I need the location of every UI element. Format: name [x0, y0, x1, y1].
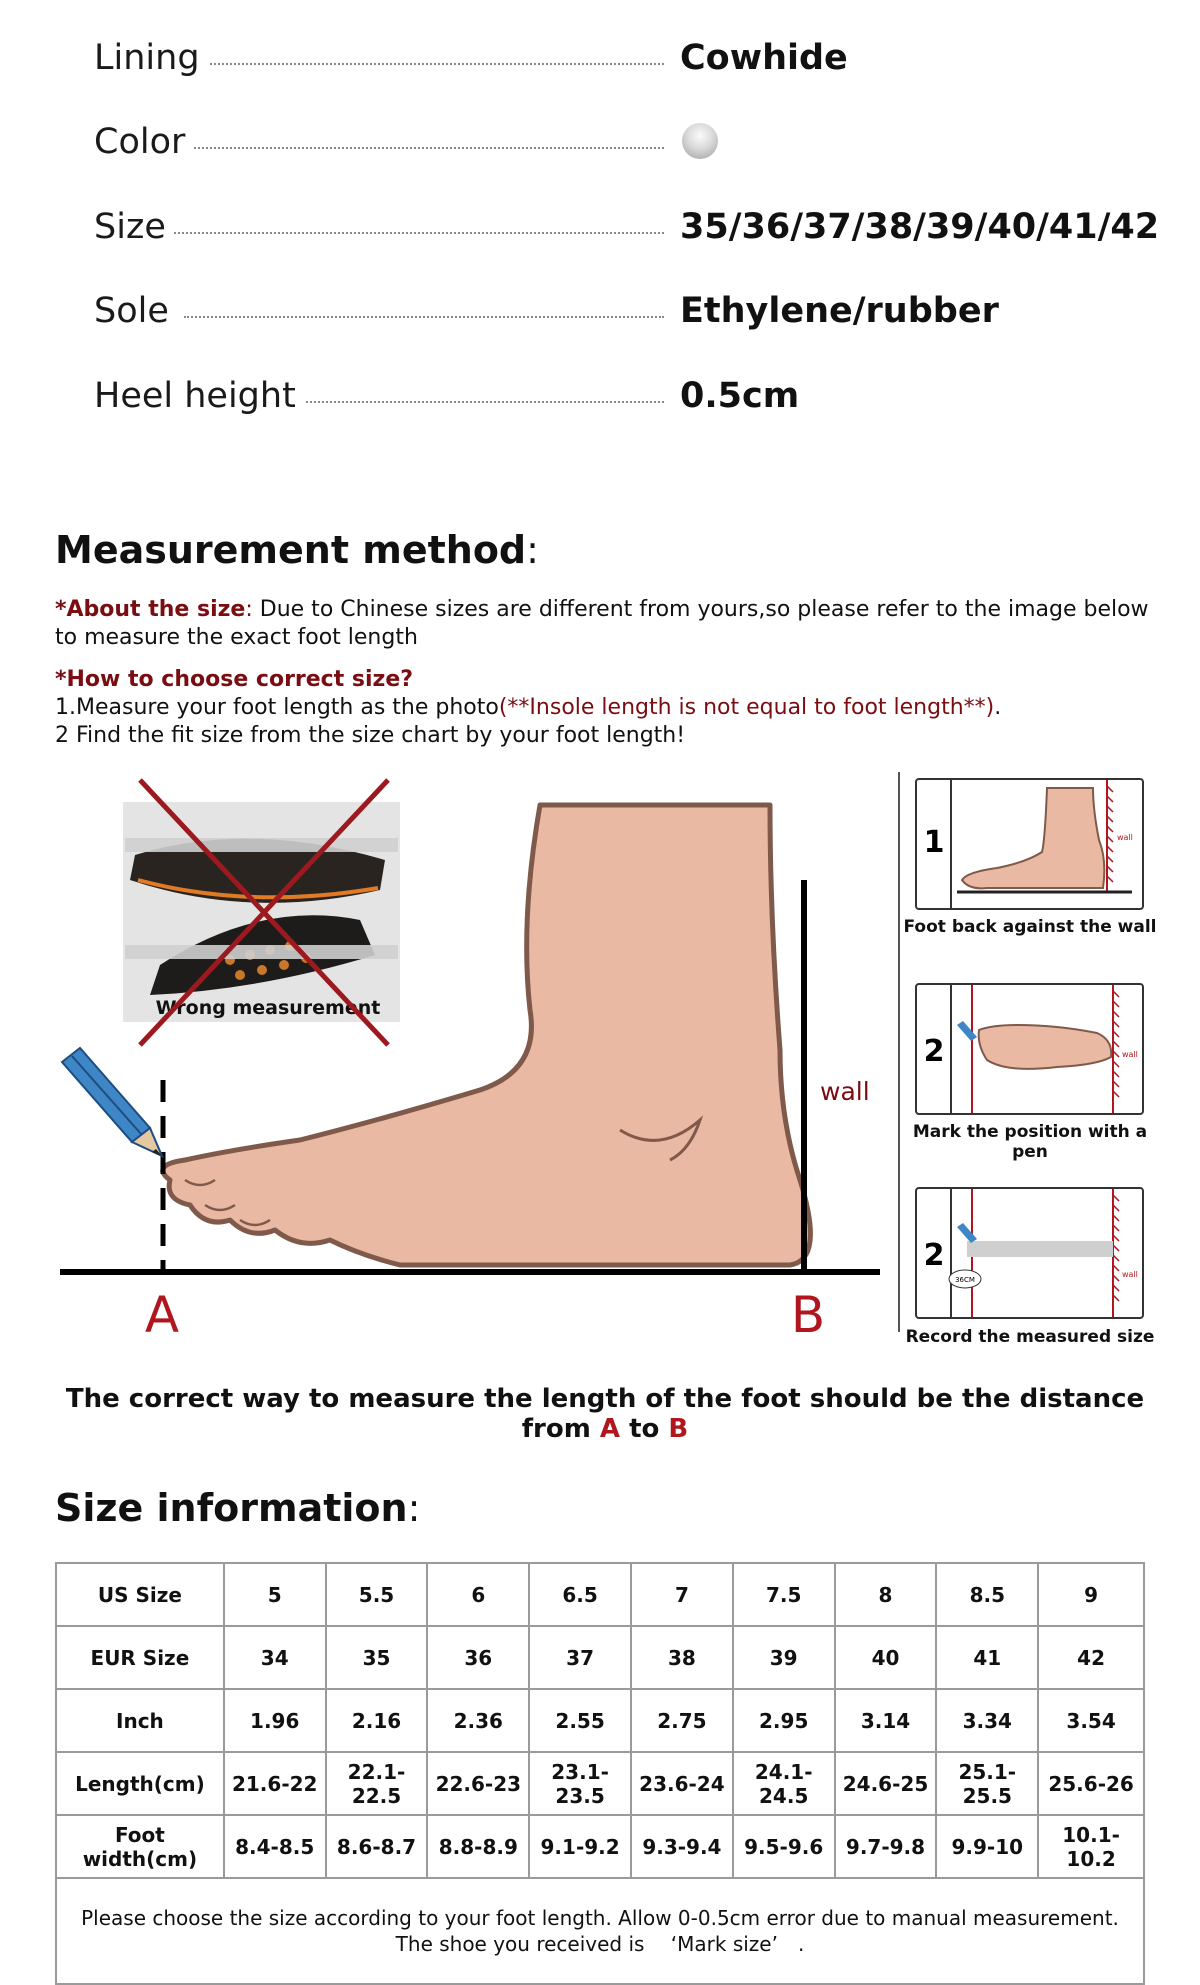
- wrong-measurement-label: Wrong measurement: [155, 997, 381, 1019]
- table-cell: 37: [529, 1626, 631, 1689]
- table-cell: 2.55: [529, 1689, 631, 1752]
- step-foot-top: [979, 1025, 1112, 1069]
- step-number: 2: [923, 1238, 945, 1273]
- spec-leader-dots: [174, 232, 664, 234]
- ruler-bottom: [125, 945, 398, 959]
- step-wall-label: wall: [1117, 833, 1133, 842]
- table-row-eur-size: [56, 1626, 1144, 1689]
- table-cell: 8.8-8.9: [427, 1815, 529, 1878]
- step-box-3: [915, 1187, 1144, 1319]
- size-info-title: Size information:: [55, 1486, 421, 1530]
- step-foot-side: [962, 788, 1104, 888]
- step-number: 1: [923, 825, 945, 860]
- table-cell: 3.54: [1038, 1689, 1144, 1752]
- size-note-line-1: Please choose the size according to your foot length. Allow 0-0.5cm error due to manual measurement.: [81, 1906, 1119, 1930]
- spec-value: 35/36/37/38/39/40/41/42: [680, 207, 1160, 247]
- table-cell: 22.1-22.5: [326, 1752, 428, 1815]
- spec-leader-dots: [194, 63, 664, 65]
- table-cell: 5: [224, 1563, 326, 1626]
- size-chart-table: [55, 1562, 1145, 1985]
- table-cell: 9.9-10: [936, 1815, 1038, 1878]
- steps-divider: [898, 772, 900, 1332]
- step-wall-label: wall: [1122, 1050, 1138, 1059]
- table-cell: 8.5: [936, 1563, 1038, 1626]
- row-label: Inch: [56, 1689, 224, 1752]
- table-cell: 23.1-23.5: [529, 1752, 631, 1815]
- step-caption: Mark the position with a pen: [912, 1122, 1148, 1162]
- spec-label: Heel height: [94, 371, 304, 421]
- table-cell: 2.75: [631, 1689, 733, 1752]
- foot-measurement-illustration: [0, 760, 900, 1360]
- table-cell: 6: [427, 1563, 529, 1626]
- size-note: [56, 1878, 1144, 1984]
- row-label: EUR Size: [56, 1626, 224, 1689]
- table-cell: 2.16: [326, 1689, 428, 1752]
- point-a-label: A: [144, 1286, 180, 1344]
- ruler-top: [125, 838, 398, 852]
- spec-leader-dots: [194, 147, 664, 149]
- how-to-choose-paragraph: [55, 666, 1155, 750]
- spec-value: Cowhide: [680, 38, 848, 78]
- table-cell: 8: [835, 1563, 937, 1626]
- row-label: US Size: [56, 1563, 224, 1626]
- table-cell: 40: [835, 1626, 937, 1689]
- step-box-2: [915, 983, 1144, 1115]
- spec-label: Sole: [94, 286, 177, 336]
- size-note-line-2: The shoe you received is ‘Mark size’ .: [395, 1932, 805, 1956]
- wrong-measurement-photo: [123, 780, 400, 1045]
- table-cell: 6.5: [529, 1563, 631, 1626]
- table-cell: 10.1-10.2: [1038, 1815, 1144, 1878]
- table-row-note: [56, 1878, 1144, 1984]
- table-cell: 8.6-8.7: [326, 1815, 428, 1878]
- table-cell: 8.4-8.5: [224, 1815, 326, 1878]
- step-ruler: [967, 1241, 1113, 1257]
- table-cell: 22.6-23: [427, 1752, 529, 1815]
- table-row-length-cm: [56, 1752, 1144, 1815]
- how-to-choose-heading: *How to choose correct size?: [55, 667, 414, 692]
- step-box-1: [915, 778, 1144, 910]
- row-label: Foot width(cm): [56, 1815, 224, 1878]
- table-cell: 24.6-25: [835, 1752, 937, 1815]
- table-cell: 39: [733, 1626, 835, 1689]
- table-cell: 21.6-22: [224, 1752, 326, 1815]
- table-cell: 7.5: [733, 1563, 835, 1626]
- table-cell: 9.3-9.4: [631, 1815, 733, 1878]
- step-caption: Foot back against the wall: [903, 917, 1157, 937]
- spec-value: 0.5cm: [680, 376, 800, 416]
- table-cell: 3.14: [835, 1689, 937, 1752]
- spec-label: Lining: [94, 33, 208, 83]
- table-cell: 34: [224, 1626, 326, 1689]
- table-cell: 9.1-9.2: [529, 1815, 631, 1878]
- table-cell: 42: [1038, 1626, 1144, 1689]
- table-cell: 38: [631, 1626, 733, 1689]
- pencil-icon: [62, 1048, 162, 1156]
- table-row-us-size: [56, 1563, 1144, 1626]
- step-measure-badge: 36CM: [955, 1276, 975, 1284]
- point-b-label: B: [790, 1286, 826, 1344]
- step-caption: Record the measured size: [905, 1327, 1155, 1347]
- measurement-title: Measurement method:: [55, 528, 539, 572]
- table-cell: 5.5: [326, 1563, 428, 1626]
- table-cell: 9.7-9.8: [835, 1815, 937, 1878]
- spec-label: Size: [94, 202, 174, 252]
- table-cell: 2.36: [427, 1689, 529, 1752]
- table-row-inch: [56, 1689, 1144, 1752]
- table-cell: 1.96: [224, 1689, 326, 1752]
- spec-leader-dots: [184, 316, 664, 318]
- spec-leader-dots: [294, 401, 664, 403]
- table-row-foot-width-cm: [56, 1815, 1144, 1878]
- wall-label: wall: [820, 1077, 870, 1106]
- table-cell: 9: [1038, 1563, 1144, 1626]
- row-label: Length(cm): [56, 1752, 224, 1815]
- spec-label: Color: [94, 117, 193, 167]
- table-cell: 41: [936, 1626, 1038, 1689]
- table-cell: 36: [427, 1626, 529, 1689]
- about-size-paragraph: *About the size: Due to Chinese sizes are different from yours,so please refer to the image below to measure the exact foot length: [55, 597, 1149, 650]
- spec-row-color: [94, 117, 1094, 167]
- step1-text: 1.Measure your foot length as the photo(**Insole length is not equal to foot length**).: [55, 695, 1002, 720]
- table-cell: 35: [326, 1626, 428, 1689]
- color-swatch-silver: [682, 123, 718, 159]
- measurement-caption: The correct way to measure the length of the foot should be the distance from A to B: [65, 1384, 1145, 1444]
- spec-value: Ethylene/rubber: [680, 291, 999, 331]
- spec-row-size: [94, 202, 1160, 252]
- step-pen-icon: [957, 1223, 977, 1243]
- table-cell: 23.6-24: [631, 1752, 733, 1815]
- table-cell: 7: [631, 1563, 733, 1626]
- spec-row-sole: [94, 286, 1094, 336]
- table-cell: 3.34: [936, 1689, 1038, 1752]
- step-number: 2: [923, 1034, 945, 1069]
- table-cell: 2.95: [733, 1689, 835, 1752]
- table-cell: 25.1-25.5: [936, 1752, 1038, 1815]
- step-pen-icon: [957, 1021, 977, 1041]
- table-cell: 25.6-26: [1038, 1752, 1144, 1815]
- spec-row-heel-height: [94, 371, 1094, 421]
- table-cell: 24.1-24.5: [733, 1752, 835, 1815]
- table-cell: 9.5-9.6: [733, 1815, 835, 1878]
- step-wall-label: wall: [1122, 1270, 1138, 1279]
- spec-row-lining: [94, 33, 1094, 83]
- step2-text: 2 Find the fit size from the size chart by your foot length!: [55, 723, 686, 748]
